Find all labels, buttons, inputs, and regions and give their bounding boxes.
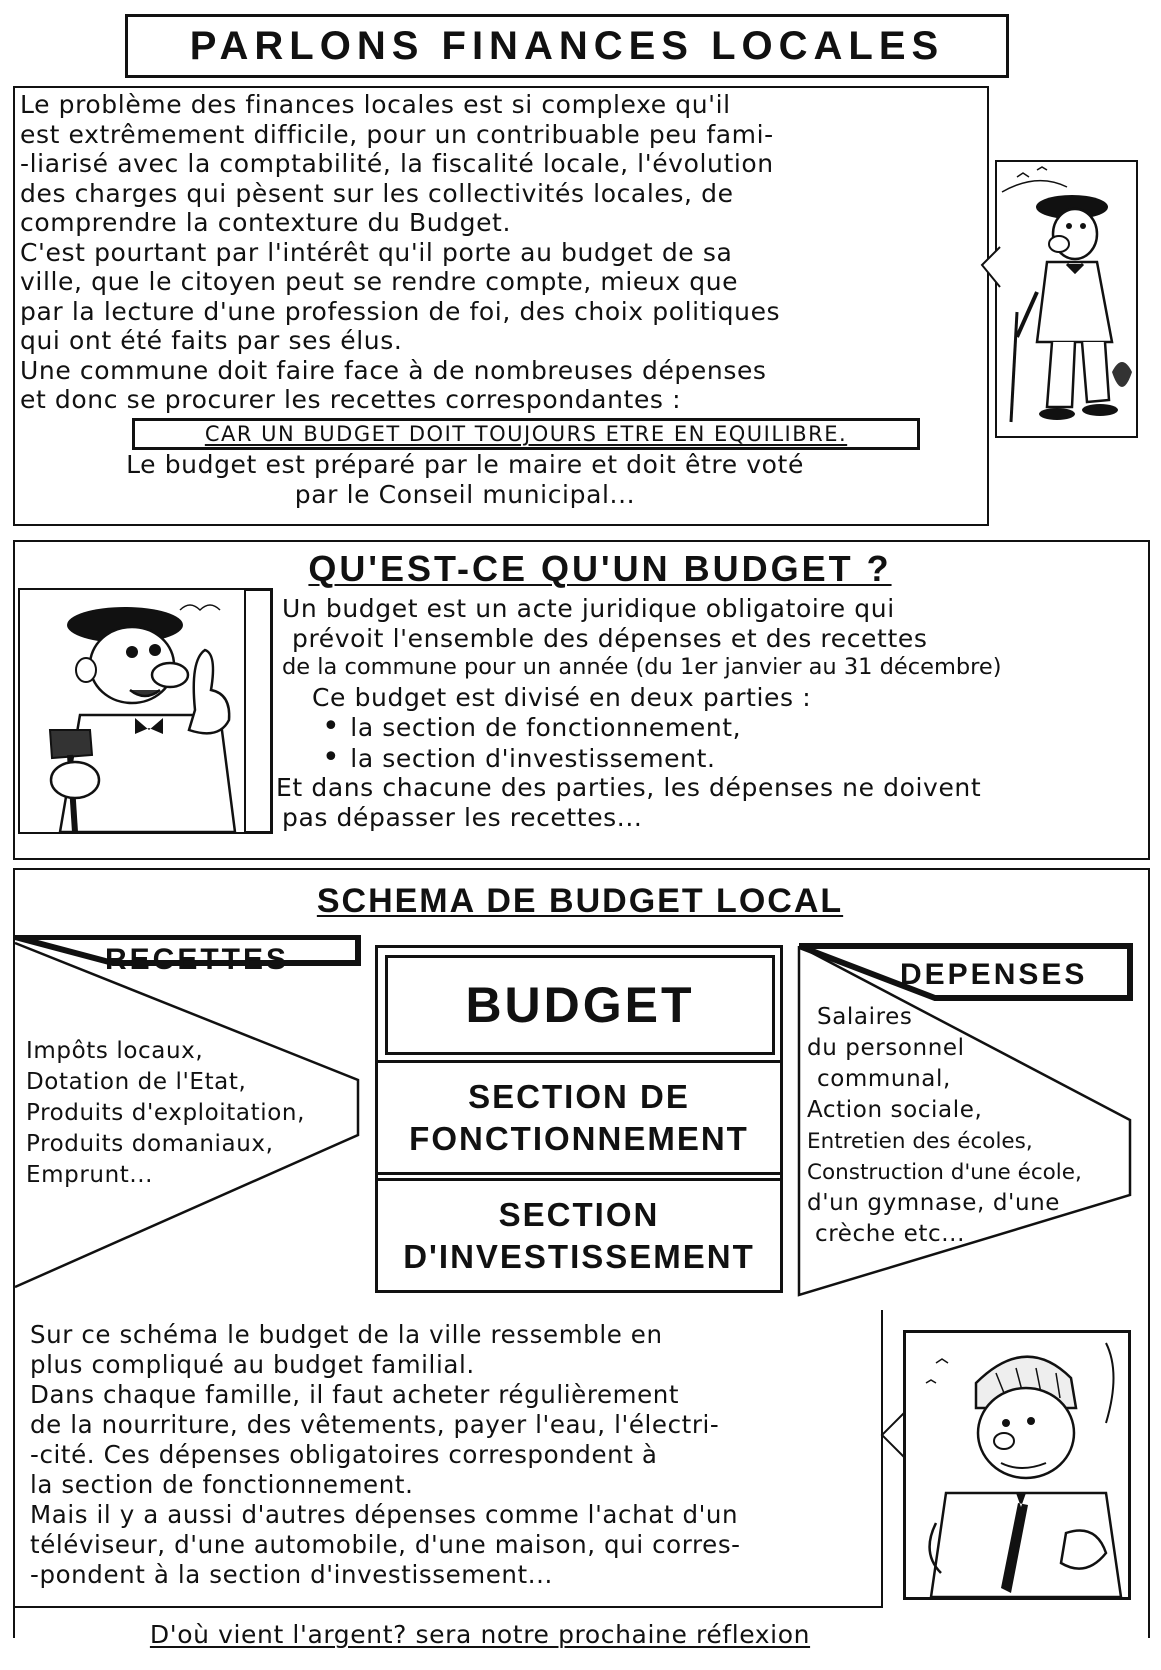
intro-line: comprendre la contexture du Budget. [20,208,512,237]
explanation-line: Sur ce schéma le budget de la ville ressemble en [30,1320,663,1349]
explanation-text [30,1320,880,1590]
equilibre-text: CAR UN BUDGET DOIT TOUJOURS ETRE EN EQUILIBRE. [204,422,848,446]
intro-closing-line: par le Conseil municipal... [294,479,636,509]
recettes-item: Produits d'exploitation, [26,1100,305,1126]
section2-title-wrap [240,548,960,590]
recettes-item: Dotation de l'Etat, [26,1069,247,1095]
fonctionnement-line-2: FONCTIONNEMENT [409,1119,749,1157]
intro-line: par la lecture d'une profession de foi, des choix politiques [20,296,781,326]
explanation-line: Dans chaque famille, il faut acheter régulièrement [30,1380,680,1409]
explanation-line: Mais il y a aussi d'autres dépenses comme l'achat d'un [30,1500,739,1529]
section2-line: de la commune pour un année (du 1er janvier au 31 décembre) [282,654,1002,680]
cartoon-thumbs-up [18,588,273,834]
intro-line: Une commune doit faire face à de nombreuses dépenses [20,355,767,385]
depenses-item: Construction d'une école, [807,1160,1082,1185]
cartoon-man-cane [995,160,1138,438]
footer-wrap [80,1618,880,1652]
cartoon-man-tie [903,1330,1131,1600]
intro-line: C'est pourtant par l'intérêt qu'il porte au budget de sa [20,237,733,267]
schema-title-wrap [250,880,910,922]
page-title: PARLONS FINANCES LOCALES [189,24,945,68]
intro-line: et donc se procurer les recettes correspondantes : [20,385,682,414]
explanation-line: -cité. Ces dépenses obligatoires correspondent à [30,1440,658,1469]
section2-bullet: • la section d'investissement. [282,743,1144,774]
depenses-item: communal, [817,1066,951,1092]
section2-text [276,594,1144,832]
speech-tail-1 [980,245,1002,290]
section2-bullet: • la section de fonctionnement, [282,712,1144,743]
budget-box-label: BUDGET [465,977,695,1033]
intro-line: ville, que le citoyen peut se rendre compte, mieux que [20,267,739,296]
recettes-item: Produits domaniaux, [26,1131,274,1157]
intro-line: qui ont été faits par ses élus. [20,326,403,355]
thumbs-up-man-illustration [20,590,271,832]
schema-title: SCHEMA DE BUDGET LOCAL [316,882,844,920]
footer-text: D'où vient l'argent? sera notre prochaine réflexion [149,1620,811,1649]
fonctionnement-line-1: SECTION DE [468,1077,690,1115]
depenses-label: DEPENSES [900,958,1088,991]
depenses-item: du personnel [807,1035,965,1061]
fonctionnement-box [375,1060,783,1175]
explanation-line: plus compliqué au budget familial. [30,1350,475,1379]
intro-line: Le problème des finances locales est si complexe qu'il [20,90,731,119]
recettes-list [26,1036,356,1191]
recettes-label: RECETTES [105,943,290,976]
section2-line: Et dans chacune des parties, les dépenses ne doivent [276,773,982,802]
equilibre-box [132,418,920,450]
intro-text [20,90,985,415]
explanation-line: la section de fonctionnement. [30,1470,414,1499]
depenses-item: Entretien des écoles, [807,1129,1033,1154]
investissement-box [375,1178,783,1293]
recettes-item: Emprunt... [26,1162,154,1188]
section2-title: QU'EST-CE QU'UN BUDGET ? [308,548,892,589]
depenses-item: Salaires [817,1004,913,1030]
investissement-line-1: SECTION [498,1195,660,1233]
investissement-line-2: D'INVESTISSEMENT [403,1237,755,1275]
depenses-item: d'un gymnase, d'une [807,1190,1061,1216]
page-title-box [125,14,1009,78]
section2-line: pas dépasser les recettes... [282,802,643,832]
section2-line: prévoit l'ensemble des dépenses et des recettes [292,623,928,653]
man-with-tie-illustration [906,1333,1128,1597]
budget-box [385,955,775,1055]
depenses-item: Action sociale, [807,1097,983,1123]
intro-closing-line: Le budget est préparé par le maire et doit être voté [126,450,804,479]
intro-line: des charges qui pèsent sur les collectivités locales, de [20,178,734,208]
depenses-item: crèche etc... [815,1221,965,1247]
section2-line: Ce budget est divisé en deux parties : [312,682,812,712]
intro-line: est extrêmement difficile, pour un contribuable peu fami- [20,119,774,149]
explanation-line: -pondent à la section d'investissement... [30,1560,553,1589]
depenses-list [807,1002,1127,1250]
intro-line: -liarisé avec la comptabilité, la fiscalité locale, l'évolution [20,149,774,178]
section2-line: Un budget est un acte juridique obligatoire qui [282,594,895,623]
man-with-cane-illustration [997,162,1136,436]
explanation-line: téléviseur, d'une automobile, d'une maison, qui corres- [30,1530,741,1559]
recettes-item: Impôts locaux, [26,1038,204,1064]
explanation-line: de la nourriture, des vêtements, payer l'eau, l'électri- [30,1410,720,1439]
intro-closing [20,450,910,509]
